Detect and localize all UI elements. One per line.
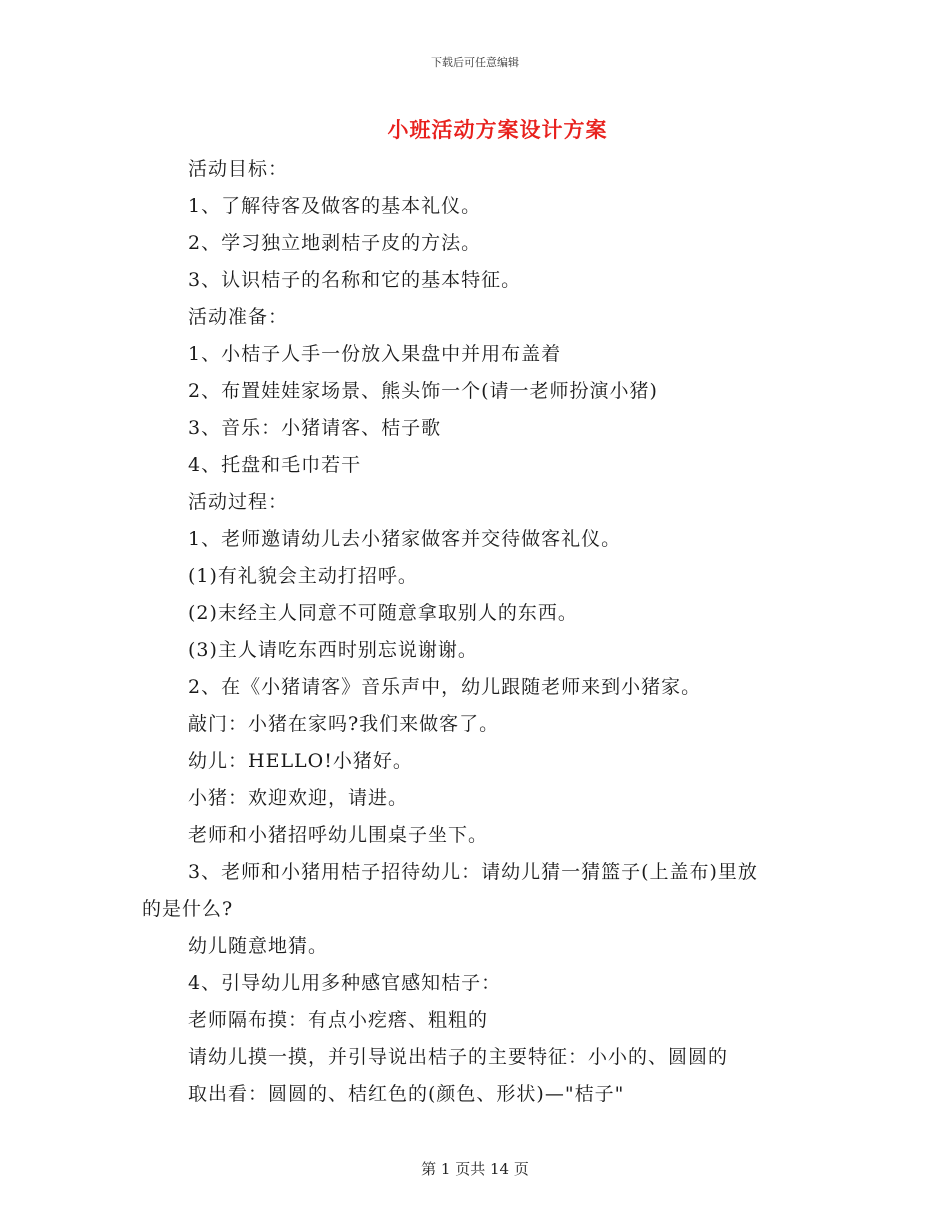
body-line: 2、布置娃娃家场景、熊头饰一个(请一老师扮演小猪) [188, 380, 658, 402]
header-note: 下载后可任意编辑 [431, 56, 519, 69]
body-line: 4、托盘和毛巾若干 [188, 454, 362, 476]
body-line: 活动过程： [188, 491, 289, 513]
body-line: 的是什么? [142, 898, 234, 920]
body-line: (1)有礼貌会主动打招呼。 [188, 565, 418, 587]
body-line: 活动准备： [188, 306, 289, 328]
body-line: 小猪：欢迎欢迎，请进。 [188, 787, 409, 809]
body-line: 3、认识桔子的名称和它的基本特征。 [188, 269, 522, 291]
body-line: 3、老师和小猪用桔子招待幼儿：请幼儿猜一猜篮子(上盖布)里放 [188, 861, 758, 883]
body-line: 请幼儿摸一摸，并引导说出桔子的主要特征：小小的、圆圆的 [188, 1046, 729, 1068]
body-line: 2、在《小猪请客》音乐声中，幼儿跟随老师来到小猪家。 [188, 676, 702, 698]
body-line: 4、引导幼儿用多种感官感知桔子： [188, 972, 502, 994]
body-line: 1、小桔子人手一份放入果盘中并用布盖着 [188, 343, 562, 365]
body-line: (3)主人请吃东西时别忘说谢谢。 [188, 639, 478, 661]
body-line: 老师隔布摸：有点小疙瘩、粗粗的 [188, 1009, 489, 1031]
body-line: 1、老师邀请幼儿去小猪家做客并交待做客礼仪。 [188, 528, 622, 550]
body-line: 2、学习独立地剥桔子皮的方法。 [188, 232, 482, 254]
body-line: 1、了解待客及做客的基本礼仪。 [188, 195, 482, 217]
document-body [142, 151, 822, 1113]
body-line: 敲门：小猪在家吗?我们来做客了。 [188, 713, 500, 735]
body-line: 活动目标： [188, 158, 289, 180]
body-line: 幼儿随意地猜。 [188, 935, 329, 957]
page-number: 第 1 页共 14 页 [421, 1160, 529, 1178]
body-line: 幼儿：HELLO!小猪好。 [188, 750, 413, 772]
body-line: 取出看：圆圆的、桔红色的(颜色、形状)—"桔子" [188, 1083, 625, 1105]
body-line: 3、音乐：小猪请客、桔子歌 [188, 417, 442, 439]
document-title: 小班活动方案设计方案 [387, 117, 608, 142]
body-line: 老师和小猪招呼幼儿围桌子坐下。 [188, 824, 489, 846]
body-line: (2)末经主人同意不可随意拿取别人的东西。 [188, 602, 578, 624]
